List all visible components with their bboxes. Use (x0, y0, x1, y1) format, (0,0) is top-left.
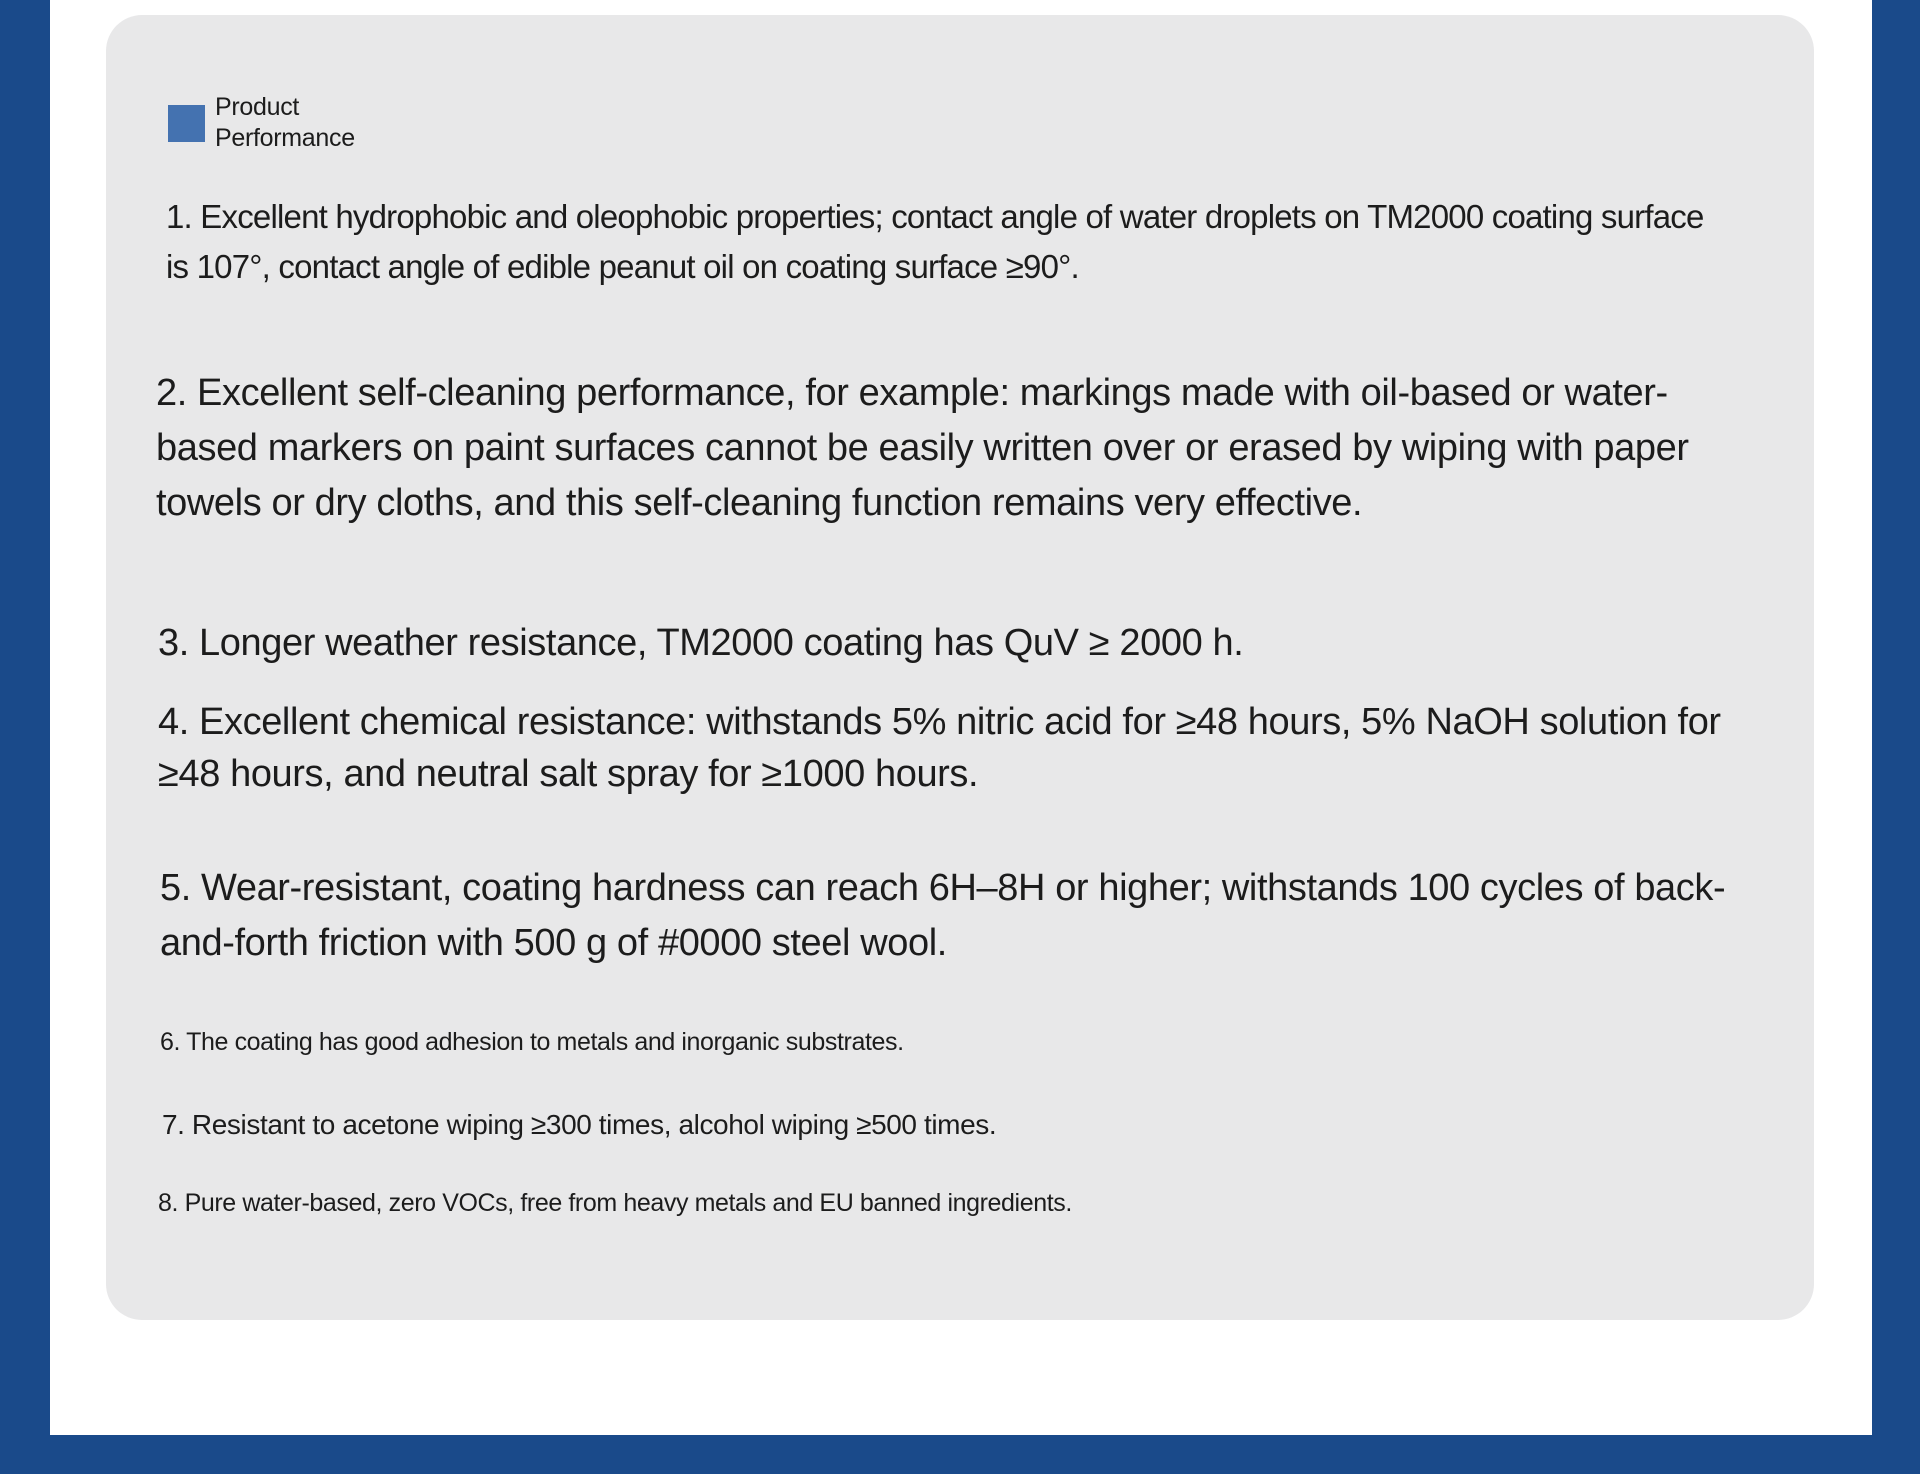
performance-item-5: 5. Wear-resistant, coating hardness can reach 6H–8H or higher; withstands 100 cycles of back-and-forth friction with 500 g of #0000 steel wool. (160, 867, 1726, 964)
performance-item-6: 6. The coating has good adhesion to metals and inorganic substrates. (160, 1028, 904, 1056)
performance-item-2: 2. Excellent self-cleaning performance, for example: markings made with oil-based or water-based markers on paint surfaces cannot be easily written over or erased by wiping with paper towels or dry cloths, and this self-cleaning function remains very effective. (156, 372, 1689, 524)
page-panel (50, 0, 1872, 1435)
performance-item-4: 4. Excellent chemical resistance: withstands 5% nitric acid for ≥48 hours, 5% NaOH solution for ≥48 hours, and neutral salt spray for ≥1000 hours. (158, 701, 1721, 795)
performance-item-8: 8. Pure water-based, zero VOCs, free from heavy metals and EU banned ingredients. (158, 1189, 1072, 1217)
section-heading (168, 92, 395, 154)
performance-item-3: 3. Longer weather resistance, TM2000 coating has QuV ≥ 2000 h. (158, 622, 1244, 664)
performance-item-1: 1. Excellent hydrophobic and oleophobic properties; contact angle of water droplets on TM2000 coating surface is 107°, contact angle of edible peanut oil on coating surface ≥90°. (166, 198, 1704, 285)
performance-item-7: 7. Resistant to acetone wiping ≥300 times, alcohol wiping ≥500 times. (162, 1109, 997, 1140)
section-title: Product Performance (215, 93, 355, 152)
heading-marker-square (168, 105, 205, 142)
performance-card (106, 15, 1814, 1320)
